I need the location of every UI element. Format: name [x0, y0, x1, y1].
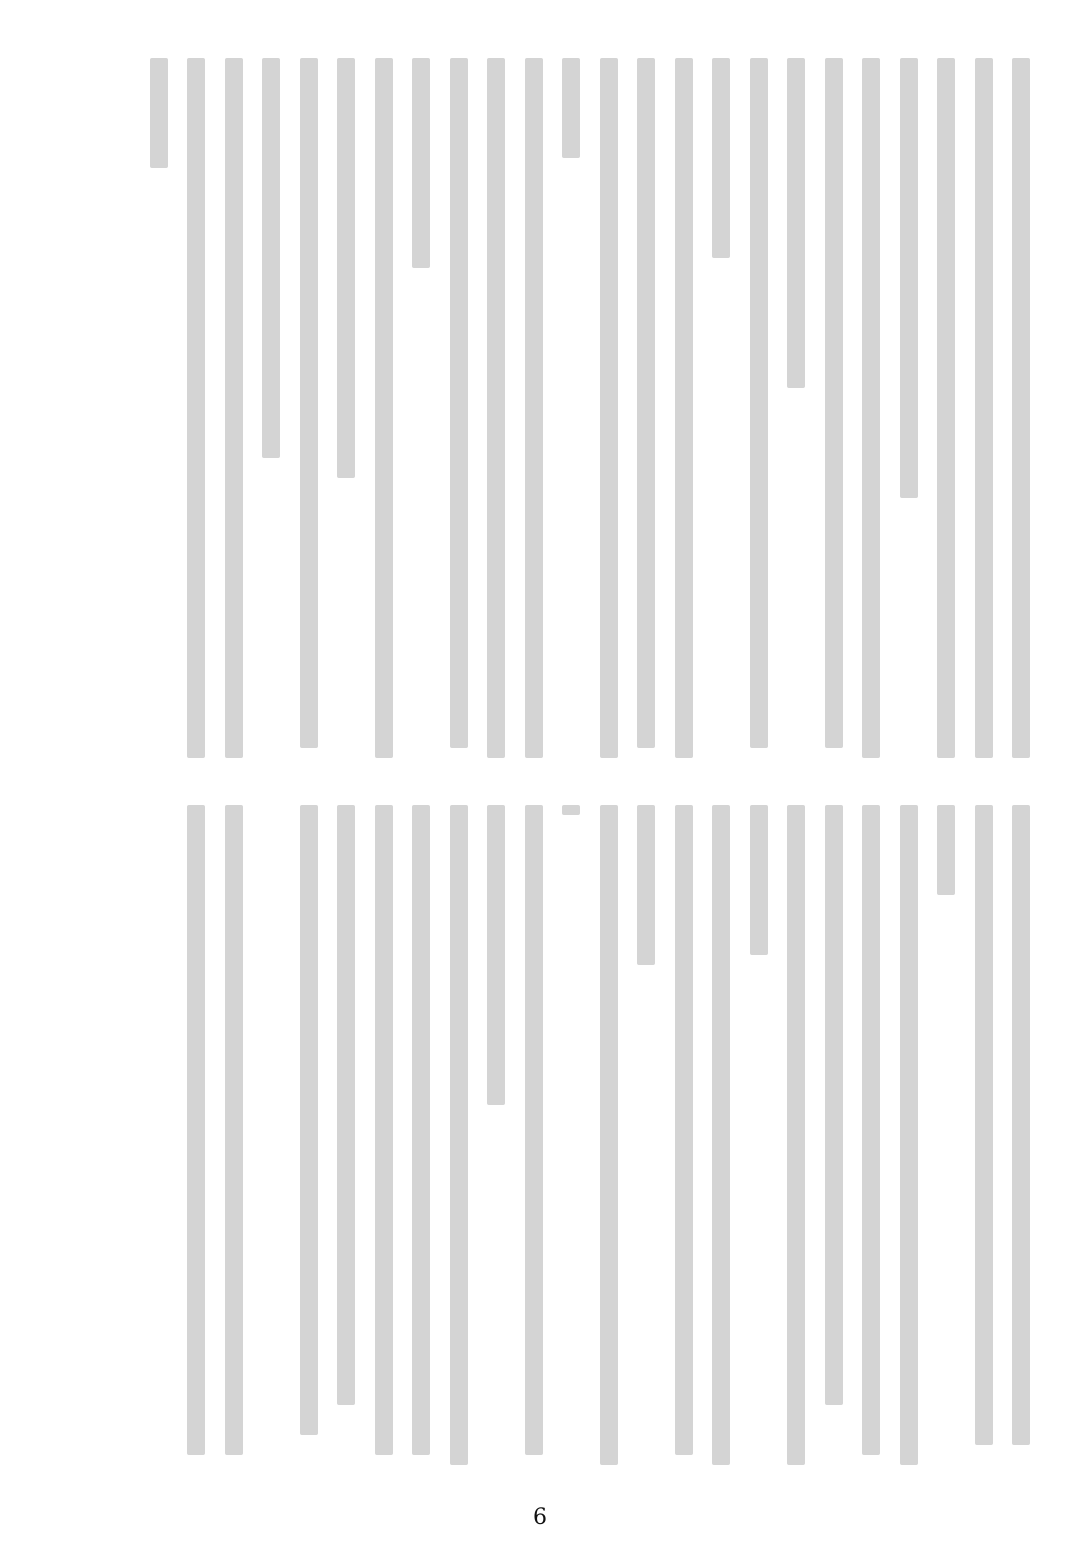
text-column-placeholder — [862, 58, 880, 758]
text-column-placeholder — [750, 58, 768, 748]
text-column-placeholder — [975, 805, 993, 1445]
text-column-placeholder — [375, 58, 393, 758]
text-block-top — [150, 58, 1030, 778]
text-column-placeholder — [300, 805, 318, 1435]
text-column-placeholder — [262, 58, 280, 458]
text-column-placeholder — [712, 58, 730, 258]
text-column-placeholder — [412, 805, 430, 1455]
page-number: 6 — [533, 1505, 547, 1530]
text-column-placeholder — [487, 58, 505, 758]
text-column-placeholder — [225, 805, 243, 1455]
text-column-placeholder — [825, 58, 843, 748]
text-column-placeholder — [787, 805, 805, 1465]
text-column-placeholder — [187, 58, 205, 758]
text-column-placeholder — [375, 805, 393, 1455]
text-column-placeholder — [1012, 58, 1030, 758]
text-column-placeholder — [412, 58, 430, 268]
text-column-placeholder — [1012, 805, 1030, 1445]
text-column-placeholder — [937, 805, 955, 895]
text-column-placeholder — [525, 58, 543, 758]
text-column-placeholder — [300, 58, 318, 748]
text-column-placeholder — [675, 805, 693, 1455]
text-column-placeholder — [937, 58, 955, 758]
text-column-placeholder — [750, 805, 768, 955]
text-column-placeholder — [487, 805, 505, 1105]
text-column-placeholder — [600, 58, 618, 758]
text-column-placeholder — [787, 58, 805, 388]
text-column-placeholder — [712, 805, 730, 1465]
text-column-placeholder — [862, 805, 880, 1455]
text-column-placeholder — [825, 805, 843, 1405]
text-column-placeholder — [337, 805, 355, 1405]
text-column-placeholder — [450, 805, 468, 1465]
text-column-placeholder — [975, 58, 993, 758]
text-column-placeholder — [675, 58, 693, 758]
text-column-placeholder — [900, 805, 918, 1465]
text-column-placeholder — [337, 58, 355, 478]
text-column-placeholder — [150, 58, 168, 168]
text-column-placeholder — [562, 58, 580, 158]
text-column-placeholder — [562, 805, 580, 815]
text-column-placeholder — [525, 805, 543, 1455]
text-column-placeholder — [225, 58, 243, 758]
text-block-bottom — [150, 805, 1030, 1465]
text-column-placeholder — [637, 58, 655, 748]
text-column-placeholder — [450, 58, 468, 748]
text-column-placeholder — [900, 58, 918, 498]
text-column-placeholder — [187, 805, 205, 1455]
text-column-placeholder — [637, 805, 655, 965]
text-column-placeholder — [600, 805, 618, 1465]
